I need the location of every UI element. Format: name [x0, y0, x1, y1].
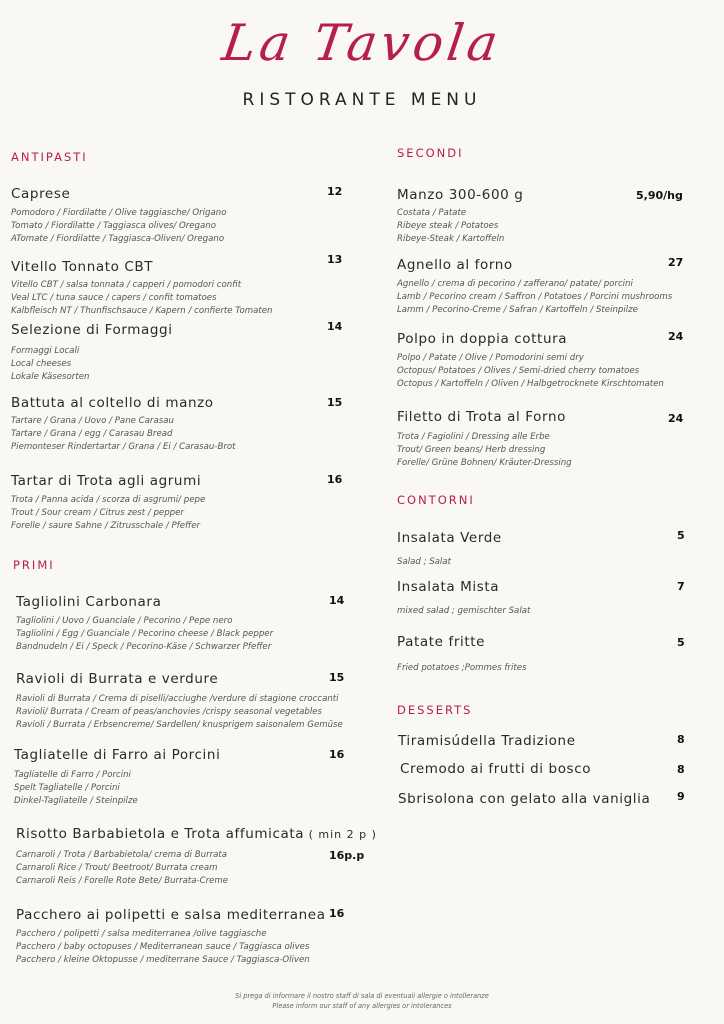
- dish-description-line: Pomodoro / Fiordilatte / Olive taggiasche/ Origano: [11, 208, 227, 218]
- dish-description-line: Forelle/ Grüne Bohnen/ Kräuter-Dressing: [397, 458, 572, 468]
- dish-price: 7: [677, 580, 685, 593]
- dish-title: Patate fritte: [397, 634, 486, 650]
- dish-title: Tagliolini Carbonara: [16, 594, 162, 610]
- dish-title: Battuta al coltello di manzo: [11, 395, 214, 411]
- dish-title: Manzo 300-600 g: [397, 187, 524, 203]
- dish-description-line: Carnaroli Reis / Forelle Rote Bete/ Burrata-Creme: [16, 876, 229, 886]
- dish-description-line: Trota / Fagiolini / Dressing alle Erbe: [397, 432, 550, 442]
- dish-price: 12: [327, 185, 343, 198]
- dish-title: Insalata Verde: [397, 530, 502, 546]
- dish-description-line: Polpo / Patate / Olive / Pomodorini semi dry: [397, 353, 584, 363]
- dish-description-line: mixed salad ; gemischter Salat: [397, 606, 531, 616]
- dish-description-line: Fried potatoes ;Pommes frites: [397, 663, 527, 673]
- dish-description-line: Ravioli di Burrata / Crema di piselli/acciughe /verdure di stagione croccanti: [16, 694, 339, 704]
- dish-price: 13: [327, 253, 343, 266]
- dish-price: 8: [677, 733, 685, 746]
- dish-description-line: Tartare / Grana / egg / Carasau Bread: [11, 429, 173, 439]
- dish-description-line: Lamm / Pecorino-Creme / Safran / Kartoffeln / Steinpilze: [397, 305, 638, 315]
- dish-description-line: Octopus/ Potatoes / Olives / Semi-dried cherry tomatoes: [397, 366, 640, 376]
- dish-title: Ravioli di Burrata e verdure: [16, 671, 219, 687]
- dish-description-line: Vitello CBT / salsa tonnata / capperi / pomodori confit: [11, 280, 242, 290]
- dish-description-line: Lokale Käsesorten: [11, 372, 90, 382]
- section-heading-antipasti: ANTIPASTI: [11, 150, 88, 164]
- dish-title: Pacchero ai polipetti e salsa mediterranea: [16, 907, 326, 923]
- dish-description-line: Tagliatelle di Farro / Porcini: [14, 770, 131, 780]
- dish-description-line: Salad ; Salat: [397, 557, 451, 567]
- dish-price: 14: [327, 320, 343, 333]
- dish-description-line: Dinkel-Tagliatelle / Steinpilze: [14, 796, 138, 806]
- dish-description-line: Ribeye-Steak / Kartoffeln: [397, 234, 505, 244]
- dish-description-line: Trout/ Green beans/ Herb dressing: [397, 445, 546, 455]
- dish-description-line: Bandnudeln / Ei / Speck / Pecorino-Käse / Schwarzer Pfeffer: [16, 642, 272, 652]
- dish-title: Caprese: [11, 186, 71, 202]
- dish-description-line: Formaggi Locali: [11, 346, 80, 356]
- dish-title: Filetto di Trota al Forno: [397, 409, 566, 425]
- dish-description-line: Trota / Panna acida / scorza di asgrumi/ pepe: [11, 495, 206, 505]
- dish-title: Selezione di Formaggi: [11, 322, 173, 338]
- dish-description-line: Pacchero / baby octopuses / Mediterranean sauce / Taggiasca olives: [16, 942, 310, 952]
- dish-description-line: Tomato / Fiordilatte / Taggiasca olives/ Oregano: [11, 221, 216, 231]
- section-heading-desserts: DESSERTS: [397, 703, 473, 717]
- dish-description-line: Agnello / crema di pecorino / zafferano/ patate/ porcini: [397, 279, 633, 289]
- dish-description-line: Trout / Sour cream / Citrus zest / pepper: [11, 508, 184, 518]
- dish-description-line: Local cheeses: [11, 359, 72, 369]
- dish-description-line: Piemonteser Rindertartar / Grana / Ei / Carasau-Brot: [11, 442, 236, 452]
- dish-price: 27: [668, 256, 684, 269]
- dish-price: 5: [677, 529, 685, 542]
- allergy-notice-english: Please inform our staff of any allergies or intolerances: [272, 1002, 452, 1010]
- dish-description-line: ATomate / Fiordilatte / Taggiasca-Oliven/ Oregano: [11, 234, 225, 244]
- dish-price: 14: [329, 594, 345, 607]
- dish-price: 16: [327, 473, 343, 486]
- restaurant-logo: La Tavola: [218, 14, 506, 72]
- dish-title: Risotto Barbabietola e Trota affumicata ( min 2 p ): [16, 826, 377, 842]
- dish-description-line: Tartare / Grana / Uovo / Pane Carasau: [11, 416, 174, 426]
- dish-description-line: Carnaroli Rice / Trout/ Beetroot/ Burrata cream: [16, 863, 218, 873]
- dish-description-line: Ribeye steak / Potatoes: [397, 221, 499, 231]
- dish-title: Vitello Tonnato CBT: [11, 259, 154, 275]
- dish-title: Tiramisúdella Tradizione: [398, 733, 576, 749]
- dish-description-line: Costata / Patate: [397, 208, 467, 218]
- allergy-notice-italian: Si prega di informare il nostro staff di sala di eventuali allergie o intolleranze: [235, 992, 489, 1000]
- dish-title: Tartar di Trota agli agrumi: [11, 473, 202, 489]
- dish-title: Sbrisolona con gelato alla vaniglia: [398, 791, 651, 807]
- section-heading-primi: PRIMI: [13, 558, 55, 572]
- dish-price: 24: [668, 412, 684, 425]
- dish-description-line: Spelt Tagliatelle / Porcini: [14, 783, 120, 793]
- dish-price: 5,90/hg: [636, 189, 683, 202]
- dish-price: 15: [327, 396, 343, 409]
- dish-price: 8: [677, 763, 685, 776]
- section-heading-contorni: CONTORNI: [397, 493, 475, 507]
- allergy-notice: [0, 991, 724, 1011]
- dish-title: Insalata Mista: [397, 579, 500, 595]
- dish-price: 16p.p: [329, 849, 365, 862]
- dish-price: 16: [329, 907, 345, 920]
- dish-title: Cremodo ai frutti di bosco: [400, 761, 592, 777]
- dish-description-line: Lamb / Pecorino cream / Saffron / Potatoes / Porcini mushrooms: [397, 292, 673, 302]
- dish-price: 16: [329, 748, 345, 761]
- dish-title: Tagliatelle di Farro ai Porcini: [14, 747, 221, 763]
- dish-price: 9: [677, 790, 685, 803]
- dish-description-line: Octopus / Kartoffeln / Oliven / Halbgetrocknete Kirschtomaten: [397, 379, 664, 389]
- dish-price: 15: [329, 671, 345, 684]
- dish-description-line: Kalbfleisch NT / Thunfischsauce / Kapern / confierte Tomaten: [11, 306, 273, 316]
- dish-price: 5: [677, 636, 685, 649]
- dish-description-line: Tagliolini / Uovo / Guanciale / Pecorino / Pepe nero: [16, 616, 233, 626]
- dish-description-line: Carnaroli / Trota / Barbabietola/ crema di Burrata: [16, 850, 228, 860]
- dish-description-line: Veal LTC / tuna sauce / capers / confit tomatoes: [11, 293, 217, 303]
- dish-description-line: Forelle / saure Sahne / Zitrusschale / Pfeffer: [11, 521, 201, 531]
- dish-description-line: Ravioli / Burrata / Erbsencreme/ Sardellen/ knusprigem saisonalem Gemüse: [16, 720, 343, 730]
- dish-note: ( min 2 p ): [304, 828, 377, 841]
- dish-title: Agnello al forno: [397, 257, 513, 273]
- dish-description-line: Ravioli/ Burrata / Cream of peas/anchovies /crispy seasonal vegetables: [16, 707, 322, 717]
- menu-subtitle: RISTORANTE MENU: [242, 90, 482, 110]
- dish-description-line: Pacchero / kleine Oktopusse / mediterrane Sauce / Taggiasca-Oliven: [16, 955, 310, 965]
- section-heading-secondi: SECONDI: [397, 146, 464, 160]
- dish-title: Polpo in doppia cottura: [397, 331, 568, 347]
- dish-description-line: Tagliolini / Egg / Guanciale / Pecorino cheese / Black pepper: [16, 629, 274, 639]
- dish-price: 24: [668, 330, 684, 343]
- dish-description-line: Pacchero / polipetti / salsa mediterranea /olive taggiasche: [16, 929, 267, 939]
